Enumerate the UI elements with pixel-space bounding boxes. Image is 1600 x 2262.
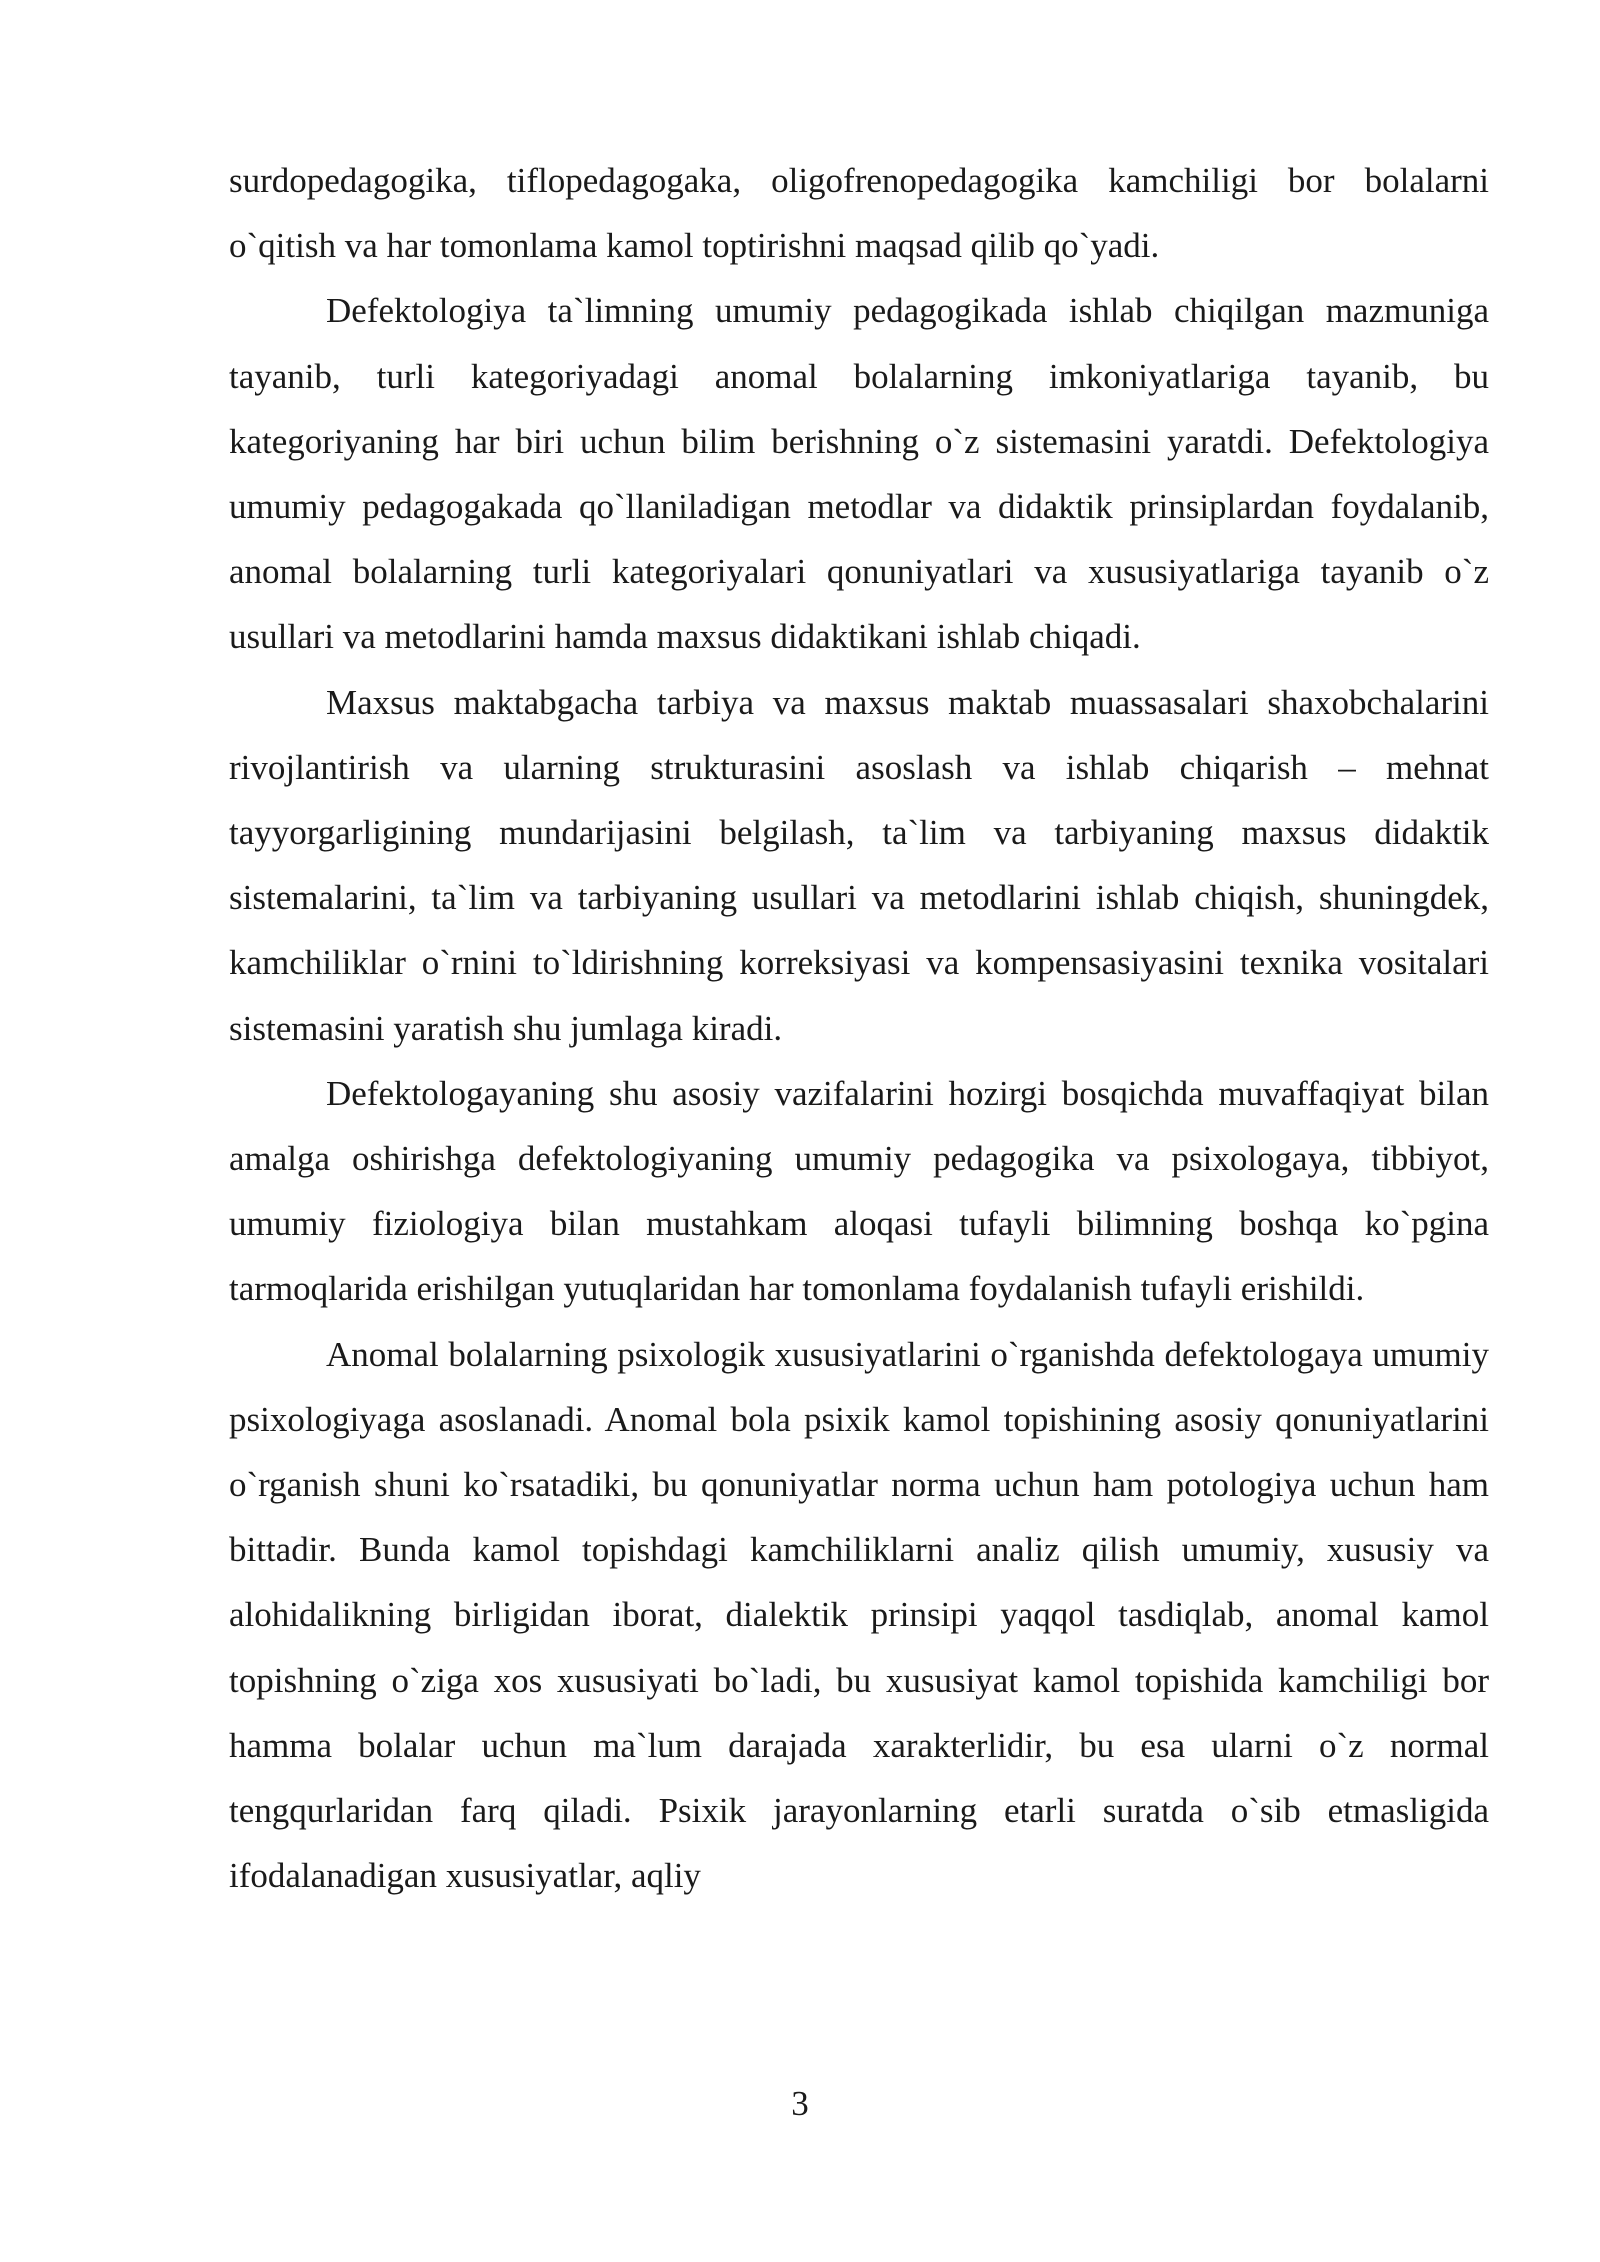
paragraph: Defektologayaning shu asosiy vazifalarini hozirgi bosqichda muvaffaqiyat bilan amalga oshirishga defektologiyaning umumiy pedagogika va psixologaya, tibbiyot, umumiy fiziologiya bilan mustahkam aloqasi tufayli bilimning boshqa ko`pgina tarmoqlarida erishilgan yutuqlaridan har tomonlama foydalanish tufayli erishildi. bbox=[229, 1073, 1489, 1309]
document-body bbox=[229, 148, 1489, 1908]
paragraph: Anomal bolalarning psixologik xususiyatlarini o`rganishda defektologaya umumiy psixologiyaga asoslanadi. Anomal bola psixik kamol topishining asosiy qonuniyatlarini o`rganish shuni ko`rsatadiki, bu qonuniyatlar norma uchun ham potologiya uchun ham bittadir. Bunda kamol topishdagi kamchiliklarni analiz qilish umumiy, xususiy va alohidalikning birligidan iborat, dialektik prinsipi yaqqol tasdiqlab, anomal kamol topishning o`ziga xos xususiyati bo`ladi, bu xususiyat kamol topishida kamchiligi bor hamma bolalar uchun ma`lum darajada xarakterlidir, bu esa ularni o`z normal tengqurlaridan farq qiladi. Psixik jarayonlarning etarli suratda o`sib etmasligida ifodalanadigan xususiyatlar, aqliy bbox=[229, 1334, 1489, 1896]
paragraph: Defektologiya ta`limning umumiy pedagogikada ishlab chiqilgan mazmuniga tayanib, turli kategoriyadagi anomal bolalarning imkoniyatlariga tayanib, bu kategoriyaning har biri uchun bilim berishning o`z sistemasini yaratdi. Defektologiya umumiy pedagogakada qo`llaniladigan metodlar va didaktik prinsiplardan foydalanib, anomal bolalarning turli kategoriyalari qonuniyatlari va xususiyatlariga tayanib o`z usullari va metodlarini hamda maxsus didaktikani ishlab chiqadi. bbox=[229, 291, 1489, 657]
page-number: 3 bbox=[791, 2084, 809, 2123]
paragraph: Maxsus maktabgacha tarbiya va maxsus maktab muassasalari shaxobchalarini rivojlantirish va ularning strukturasini asoslash va ishlab chiqarish – mehnat tayyorgarligining mundarijasini belgilash, ta`lim va tarbiyaning maxsus didaktik sistemalarini, ta`lim va tarbiyaning usullari va metodlarini ishlab chiqish, shuningdek, kamchiliklar o`rnini to`ldirishning korreksiyasi va kompensasiyasini texnika vositalari sistemasini yaratish shu jumlaga kiradi. bbox=[229, 682, 1489, 1048]
paragraph: surdopedagogika, tiflopedagogaka, oligofrenopedagogika kamchiligi bor bolalarni o`qitish va har tomonlama kamol toptirishni maqsad qilib qo`yadi. bbox=[229, 161, 1489, 266]
